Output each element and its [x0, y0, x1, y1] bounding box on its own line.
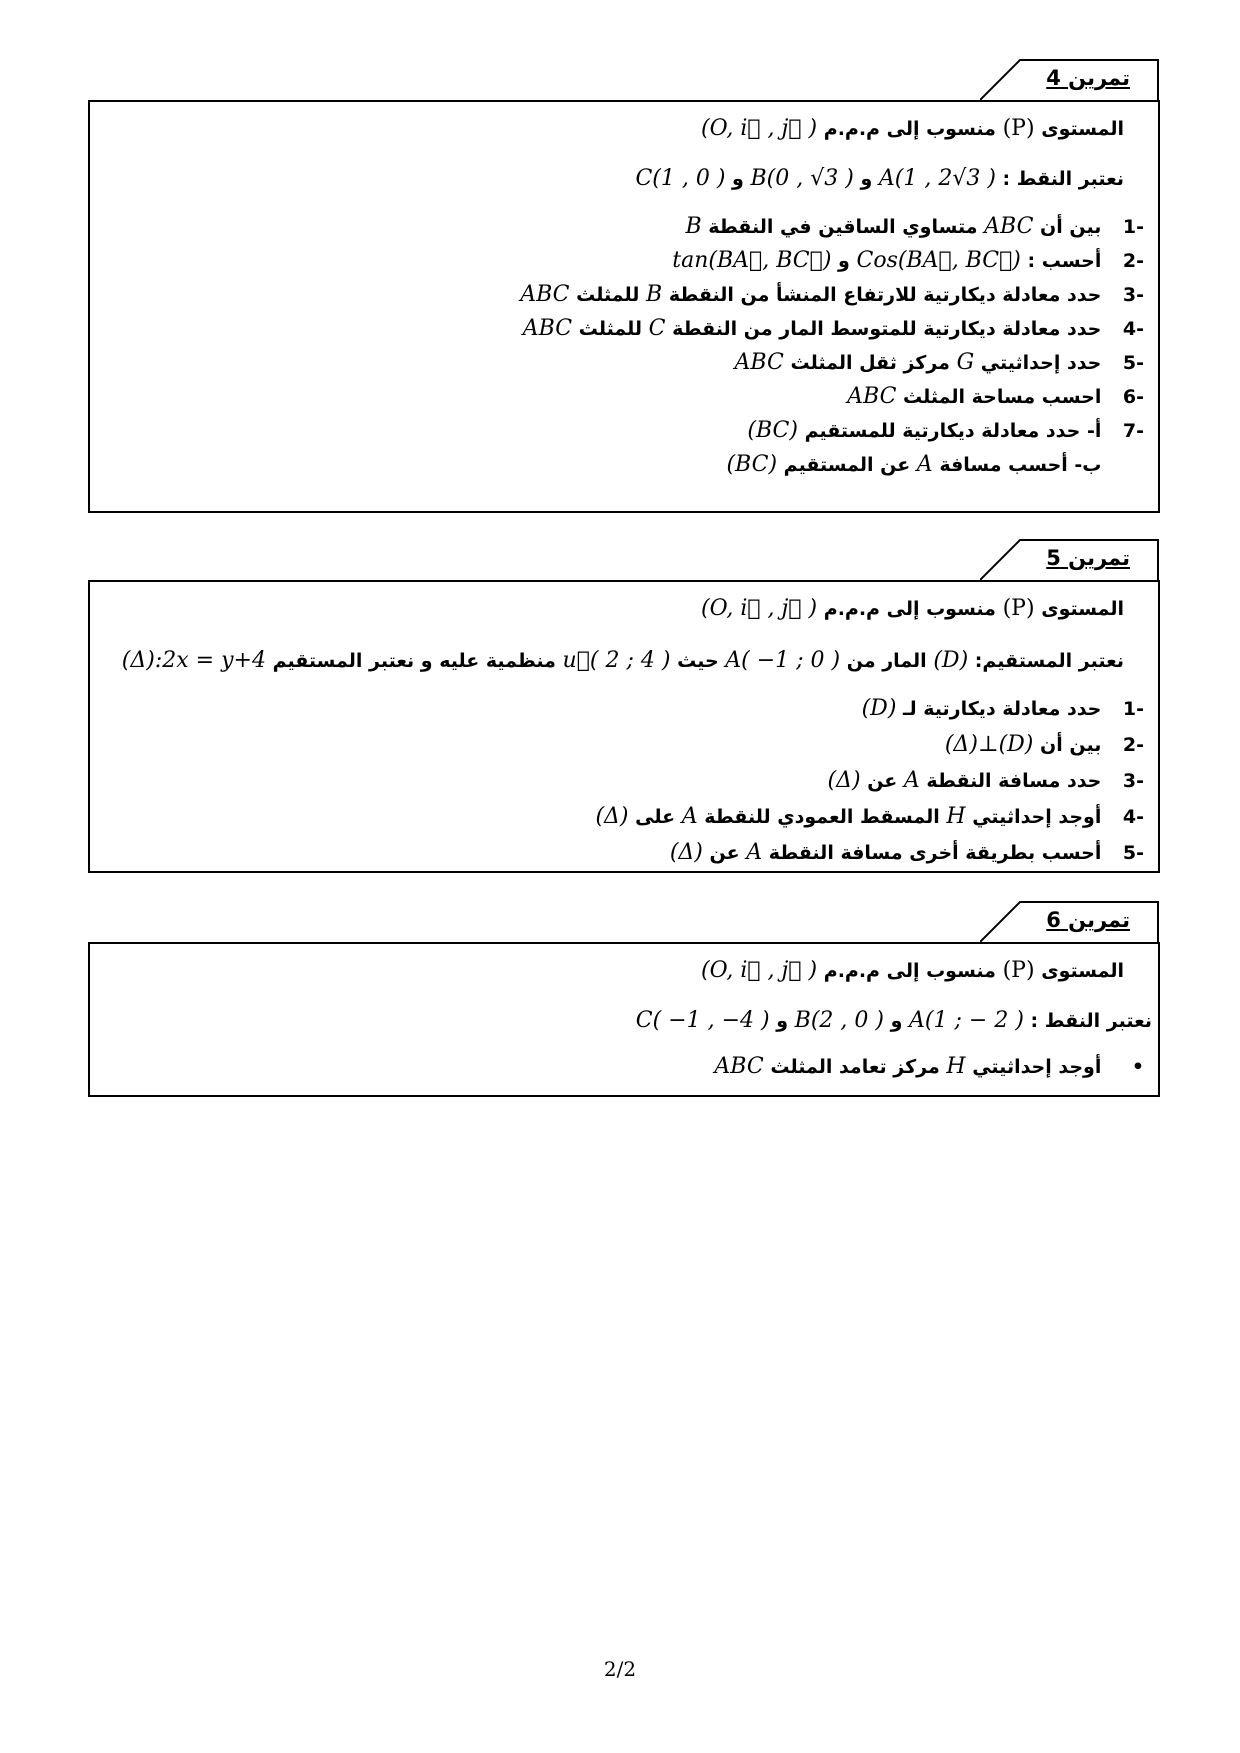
question-text: احسب مساحة المثلث	[903, 386, 1102, 408]
math-expression: (Δ)⊥(D)	[944, 732, 1034, 757]
where-label: حيث	[677, 650, 719, 672]
page-number: 2/2	[603, 1657, 637, 1681]
point-b: B(0 , √3 )	[750, 166, 854, 191]
question-text: للمثلث	[576, 284, 640, 306]
question-item	[735, 350, 1144, 375]
question-item	[726, 452, 1144, 477]
math-expression: A	[903, 768, 920, 793]
question-text: مركز ثقل المثلث	[790, 352, 950, 374]
line-d: (D)	[933, 648, 969, 673]
question-item	[685, 214, 1144, 239]
math-expression: A	[746, 840, 763, 865]
and-word: و	[776, 1010, 789, 1032]
question-text: حدد معادلة ديكارتية للارتفاع المنشأ من النقطة	[668, 284, 1102, 306]
math-expression: (BC)	[726, 452, 778, 477]
question-item	[862, 696, 1144, 721]
exercise-4-box	[88, 100, 1160, 513]
frame-label: منسوب إلى م.م.م	[823, 118, 996, 140]
question-number: -5	[1122, 842, 1144, 864]
question-text: متساوي الساقين في النقطة	[708, 216, 978, 238]
plane-label: المستوى	[1041, 598, 1124, 620]
and-word: و	[890, 1010, 903, 1032]
question-text: أوجد إحداثيتي	[972, 1056, 1102, 1078]
math-expression: B	[685, 214, 702, 239]
exercise-6-box	[88, 942, 1160, 1097]
math-expression: ABC	[734, 350, 784, 375]
question-text: عن	[867, 770, 898, 792]
math-expression: tan(BA⃗, BC⃗)	[672, 248, 832, 273]
exercise-4-tab	[980, 58, 1160, 98]
math-expression: G	[956, 350, 975, 375]
question-item	[847, 384, 1144, 409]
math-expression: A	[916, 452, 933, 477]
math-expression: (Δ)	[595, 804, 629, 829]
question-number: -6	[1122, 386, 1144, 408]
question-item	[670, 840, 1144, 865]
ex4-items	[90, 102, 1158, 511]
points-label: نعتبر النقط :	[1002, 168, 1124, 190]
normal-vector: u⃗( 2 ; 4 )	[562, 648, 671, 673]
plane-symbol: (P)	[1002, 596, 1035, 621]
question-number: -4	[1122, 806, 1144, 828]
through-label: المار من	[846, 650, 927, 672]
question-item	[945, 732, 1144, 757]
point-a: A( −1 ; 0 )	[725, 648, 841, 673]
exercise-5-title: تمرين 5	[1046, 546, 1130, 570]
exercise-6-title: تمرين 6	[1046, 908, 1130, 932]
question-item	[714, 1054, 1144, 1079]
frame-symbol: (O, i⃗ , j⃗ )	[701, 116, 818, 141]
question-number: -1	[1122, 698, 1144, 720]
question-text: و	[838, 250, 850, 272]
question-number: -2	[1122, 250, 1144, 272]
frame-symbol: (O, i⃗ , j⃗ )	[701, 958, 818, 983]
question-text: حدد مسافة النقطة	[926, 770, 1102, 792]
math-expression: ABC	[714, 1054, 764, 1079]
plane-label: المستوى	[1041, 118, 1124, 140]
question-text: بين أن	[1040, 734, 1102, 756]
math-expression: ABC	[520, 282, 570, 307]
frame-label: منسوب إلى م.م.م	[823, 598, 996, 620]
point-a: A(1 , 2√3 )	[878, 166, 996, 191]
question-text: بين أن	[1040, 216, 1102, 238]
point-c: C(1 , 0 )	[635, 166, 726, 191]
exercise-6-tab	[980, 900, 1160, 940]
math-expression: C	[648, 316, 666, 341]
question-text: عن	[709, 842, 740, 864]
and-word: و	[732, 168, 744, 190]
line-delta-equation: (Δ):2x = y+4	[121, 648, 266, 673]
math-expression: ABC	[847, 384, 897, 409]
question-text: أ- حدد معادلة ديكارتية للمستقيم	[804, 420, 1102, 442]
question-text: للمثلث	[578, 318, 642, 340]
ex5-items	[90, 582, 1158, 871]
question-text: أحسب :	[1027, 250, 1102, 272]
math-expression: A	[681, 804, 698, 829]
question-text: مركز تعامد المثلث	[770, 1056, 940, 1078]
point-b: B(2 , 0 )	[794, 1008, 884, 1033]
question-number: -4	[1122, 318, 1144, 340]
math-expression: ABC	[984, 214, 1034, 239]
frame-symbol: (O, i⃗ , j⃗ )	[701, 596, 818, 621]
question-number: -7	[1122, 420, 1144, 442]
question-number: -3	[1122, 284, 1144, 306]
math-expression: H	[946, 1054, 966, 1079]
math-expression: (D)	[861, 696, 897, 721]
question-item	[520, 282, 1144, 307]
exercise-5-tab	[980, 538, 1160, 578]
question-text: حدد معادلة ديكارتية للمتوسط المار من النقطة	[672, 318, 1102, 340]
ex6-items	[90, 944, 1158, 1095]
question-text: أوجد إحداثيتي	[972, 806, 1102, 828]
question-item	[672, 248, 1144, 273]
question-text: عن المستقيم	[783, 454, 911, 476]
math-expression: H	[946, 804, 966, 829]
math-expression: Cos(BA⃗, BC⃗)	[856, 248, 1021, 273]
point-a: A(1 ; − 2 )	[909, 1008, 1024, 1033]
plane-label: المستوى	[1041, 960, 1124, 982]
line-label: نعتبر المستقيم:	[974, 650, 1124, 672]
question-text: ب- أحسب مسافة	[939, 454, 1102, 476]
math-expression: (Δ)	[827, 768, 861, 793]
plane-symbol: (P)	[1002, 116, 1035, 141]
exercise-4-title: تمرين 4	[1046, 66, 1130, 90]
frame-label: منسوب إلى م.م.م	[823, 960, 996, 982]
math-expression: ABC	[522, 316, 573, 341]
question-text: على	[635, 806, 676, 828]
question-item	[523, 316, 1144, 341]
plane-symbol: (P)	[1002, 958, 1035, 983]
question-number: -2	[1122, 734, 1144, 756]
question-text: حدد إحداثيتي	[980, 352, 1102, 374]
question-number: •	[1131, 1056, 1144, 1078]
points-label: نعتبر النقط :	[1030, 1010, 1152, 1032]
math-expression: (Δ)	[669, 840, 703, 865]
question-item	[595, 804, 1144, 829]
question-text: المسقط العمودي للنقطة	[704, 806, 940, 828]
question-item	[747, 418, 1144, 443]
exercise-5-box	[88, 580, 1160, 873]
math-expression: (BC)	[747, 418, 798, 443]
question-text: حدد معادلة ديكارتية لـ	[903, 698, 1102, 720]
question-number: -3	[1122, 770, 1144, 792]
point-c: C( −1 , −4 )	[635, 1008, 770, 1033]
math-expression: B	[646, 282, 663, 307]
question-text: أحسب بطريقة أخرى مسافة النقطة	[768, 842, 1102, 864]
question-number: -5	[1122, 352, 1144, 374]
normal-label: منظمية عليه و نعتبر المستقيم	[272, 650, 556, 672]
question-item	[828, 768, 1144, 793]
question-number: -1	[1122, 216, 1144, 238]
and-word: و	[860, 168, 873, 190]
